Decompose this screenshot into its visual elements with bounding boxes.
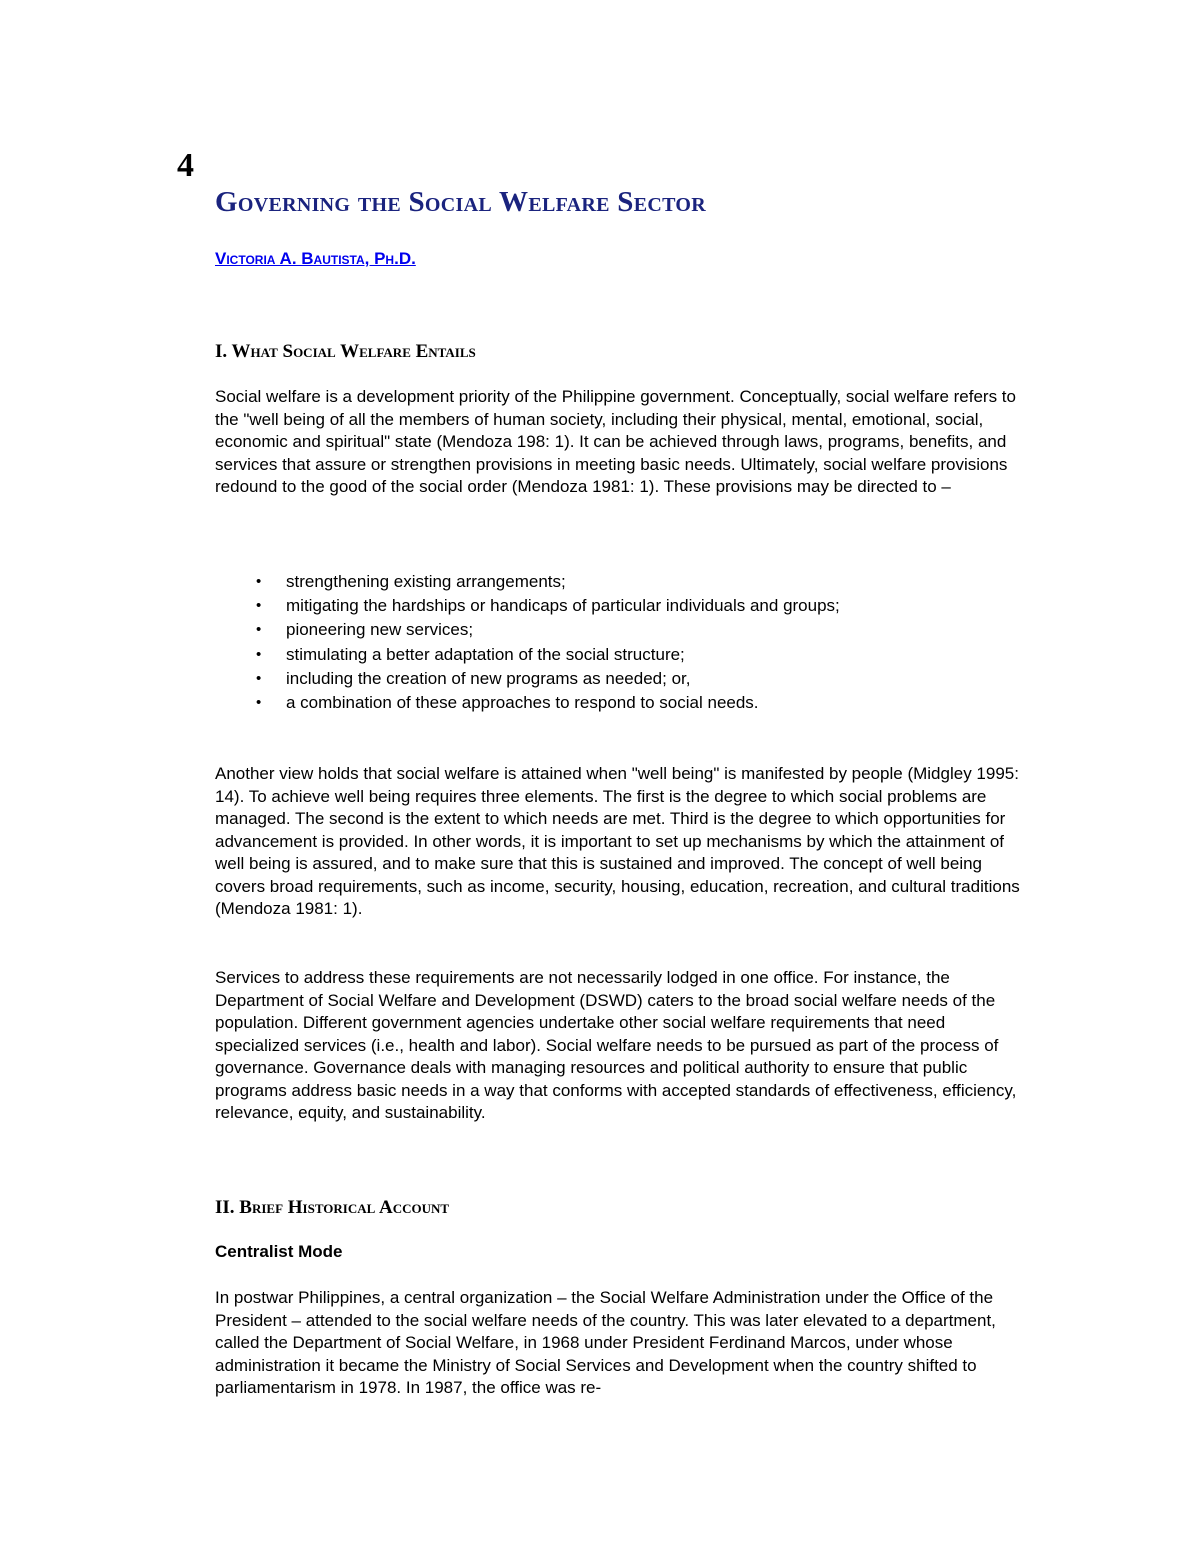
list-item (215, 618, 1030, 642)
bullet-icon: • (256, 694, 262, 712)
list-item (215, 691, 1030, 715)
list-item (215, 570, 1030, 594)
list-item-text: a combination of these approaches to respond to social needs. (286, 693, 759, 713)
list-item-text: including the creation of new programs as needed; or, (286, 668, 691, 688)
section-heading-what-social-welfare-entails: I. What Social Welfare Entails (215, 341, 476, 362)
subheading-centralist-mode: Centralist Mode (215, 1242, 343, 1261)
list-item-text: mitigating the hardships or handicaps of particular individuals and groups; (286, 596, 840, 616)
list-item (215, 594, 1030, 618)
list-item-text: pioneering new services; (286, 620, 474, 640)
list-item (215, 667, 1030, 691)
list-item-text: strengthening existing arrangements; (286, 572, 566, 591)
author-link[interactable]: Victoria A. Bautista, Ph.D. (215, 249, 416, 268)
provisions-bullet-list (215, 570, 1030, 715)
chapter-number: 4 (177, 147, 194, 184)
bullet-icon: • (256, 669, 262, 687)
list-item (215, 643, 1030, 667)
services-paragraph: Services to address these requirements are not necessarily lodged in one office. For instance, the Department of Social Welfare and Development (DSWD) caters to the broad social welfare needs of the population. Different government agencies undertake other social welfare requirements that need specialized services (i.e., health and labor). Social welfare needs to be pursued as part of the process of governance. Governance deals with managing resources and political authority to ensure that public programs address basic needs in a way that conforms with accepted standards of effectiveness, efficiency, relevance, equity, and sustainability. (215, 968, 1017, 1122)
bullet-icon: • (256, 645, 262, 663)
bullet-icon: • (256, 573, 262, 590)
chapter-title: Governing the Social Welfare Sector (215, 186, 707, 218)
bullet-icon: • (256, 621, 262, 639)
postwar-paragraph: In postwar Philippines, a central organization – the Social Welfare Administration under the Office of the President – attended to the social welfare needs of the country. This was later elevated to a department, called the Department of Social Welfare, in 1968 under President Ferdinand Marcos, under whose administration it became the Ministry of Social Services and Development when the country shifted to parliamentarism in 1978. In 1987, the office was re- (215, 1288, 996, 1397)
list-item-text: stimulating a better adaptation of the social structure; (286, 644, 685, 664)
intro-paragraph: Social welfare is a development priority of the Philippine government. Conceptually, social welfare refers to the "well being of all the members of human society, including their physical, mental, emotional, social, economic and spiritual" state (Mendoza 198: 1). It can be achieved through laws, programs, benefits, and services that assure or strengthen provisions in meeting basic needs. Ultimately, social welfare provisions redound to the good of the social order (Mendoza 1981: 1). These provisions may be directed to – (215, 387, 1016, 496)
section-heading-brief-historical-account: II. Brief Historical Account (215, 1197, 450, 1218)
bullet-icon: • (256, 597, 262, 615)
well-being-paragraph: Another view holds that social welfare is attained when "well being" is manifested by people (Midgley 1995: 14). To achieve well being requires three elements. The first is the degree to which social problems are managed. The second is the extent to which needs are met. Third is the degree to which opportunities for advancement is provided. In other words, it is important to set up mechanisms by which the attainment of well being is assured, and to make sure that this is sustained and improved. The concept of well being covers broad requirements, such as income, security, housing, education, recreation, and cultural traditions (Mendoza 1981: 1). (215, 764, 1020, 918)
